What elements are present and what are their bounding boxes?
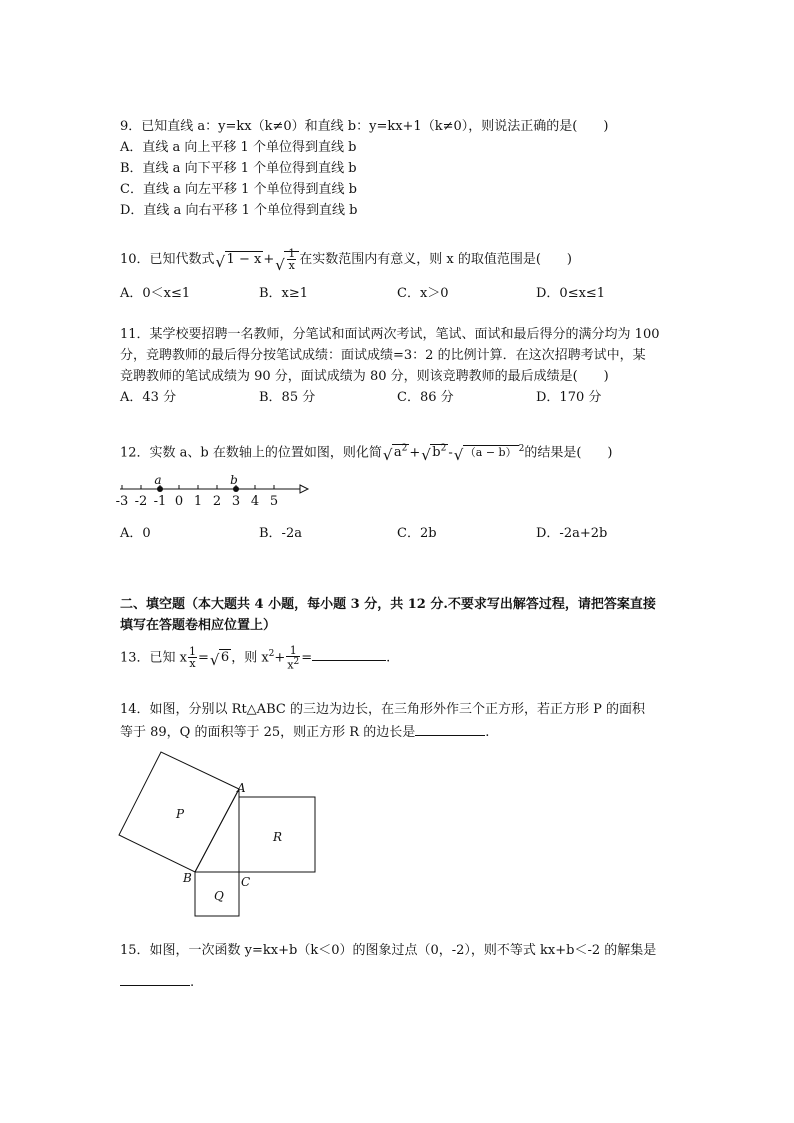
number-line-ticks	[122, 485, 274, 489]
q9-option-a: A．直线 a 向上平移 1 个单位得到直线 b	[120, 140, 357, 155]
q10-option-b: B．x≥1	[259, 286, 309, 301]
q10-prefix: 10．已知代数式	[120, 252, 215, 267]
q14-answer-blank[interactable]	[415, 723, 485, 736]
q9-option-b: B．直线 a 向下平移 1 个单位得到直线 b	[120, 161, 357, 176]
section2-heading-line1: 二、填空题（本大题共 4 小题，每小题 3 分，共 12 分.不要求写出解答过程，请把答案直接	[120, 597, 656, 612]
q12-sup: 2	[518, 444, 525, 454]
q9-option-c: C．直线 a 向左平移 1 个单位得到直线 b	[120, 182, 357, 197]
q12-option-a: A．0	[120, 526, 151, 541]
number-line-arrow	[300, 485, 308, 493]
label-p: P	[176, 807, 185, 821]
q13-prefix: 13．已知 x	[120, 650, 188, 666]
q13-mid: ，则 x	[231, 650, 269, 666]
number-line-tick-label: 4	[250, 494, 260, 509]
q10-sqrt-2: √ $\frac{1}{x}$	[275, 248, 299, 271]
q10-sqrt-1: √ 1 − x	[215, 252, 262, 271]
q11-line-2: 分，竞聘教师的最后得分按笔试成绩：面试成绩=3：2 的比例计算．在这次招聘考试中，某	[120, 348, 646, 363]
q14-line-2: 等于 89，Q 的面积等于 25，则正方形 R 的边长是 .	[120, 725, 490, 740]
number-line-figure	[112, 470, 312, 510]
q15-answer-blank[interactable]	[120, 973, 190, 986]
number-line-tick-label: 5	[269, 494, 279, 509]
triangle-side-ab	[195, 789, 239, 872]
q10-fraction: $\frac{1}{x}$	[288, 247, 296, 272]
number-line-tick-label: 2	[212, 494, 222, 509]
q12-sqrt-b: √ $b^2$	[421, 444, 447, 465]
point-a-label: a	[154, 473, 162, 487]
q9-option-d: D．直线 a 向右平移 1 个单位得到直线 b	[120, 203, 358, 218]
q10-plus: +	[263, 252, 275, 267]
q13-answer-blank[interactable]	[312, 648, 386, 661]
number-line-labels	[116, 494, 278, 509]
q13-stem	[120, 645, 390, 671]
label-b: B	[183, 871, 192, 885]
q12-plus: +	[409, 445, 421, 461]
q12-option-c: C．2b	[397, 526, 437, 541]
q9-stem: 9．已知直线 a：y=kx（k≠0）和直线 b：y=kx+1（k≠0），则说法正确的是( )	[120, 119, 609, 134]
q10-suffix: 在实数范围内有意义，则 x 的取值范围是( )	[299, 252, 572, 267]
q15-line-1: 15．如图，一次函数 y=kx+b（k＜0）的图象过点（0，-2），则不等式 kx+b＜-2 的解集是	[120, 943, 657, 958]
q13-period: .	[386, 650, 391, 666]
q11-option-b: B．85 分	[259, 390, 316, 405]
q12-option-d: D．-2a+2b	[536, 526, 608, 541]
q13-end-equals: =	[301, 650, 313, 666]
number-line-tick-label: 1	[193, 494, 203, 509]
q11-option-c: C．86 分	[397, 390, 454, 405]
number-line-tick-label: -3	[115, 494, 129, 509]
q15-line-2: .	[120, 973, 194, 991]
q10-option-a: A．0＜x≤1	[120, 286, 191, 301]
q14-line-1: 14．如图，分别以 Rt△ABC 的三边为边长，在三角形外作三个正方形，若正方形 P 的面积	[120, 702, 645, 717]
number-line-tick-label: -2	[134, 494, 148, 509]
q13-equals: =	[198, 650, 209, 666]
q11-line-3: 竞聘教师的笔试成绩为 90 分，面试成绩为 80 分，则该竞聘教师的最后成绩是( )	[120, 369, 609, 384]
q13-fraction-2: $\frac{1}{x^2}$	[287, 644, 300, 672]
section2-heading-line2: 填写在答题卷相应位置上）	[120, 618, 277, 633]
q12-option-b: B．-2a	[259, 526, 302, 541]
q13-fraction-1: $\frac{1}{x}$	[189, 645, 197, 671]
q13-sup: 2	[268, 649, 275, 659]
number-line-tick-label: 0	[174, 494, 184, 509]
point-b-label: b	[230, 473, 238, 487]
q11-option-d: D．170 分	[536, 390, 602, 405]
label-q: Q	[214, 889, 224, 903]
squares-figure	[110, 745, 330, 925]
q12-minus: -	[448, 445, 453, 461]
q13-sqrt-6: √ 6	[209, 650, 230, 670]
q10-stem	[120, 247, 572, 274]
q12-prefix: 12．实数 a、b 在数轴上的位置如图，则化简	[120, 445, 382, 461]
q10-option-c: C．x＞0	[397, 286, 449, 301]
q12-sqrt-ab: √ （a − b）	[453, 446, 517, 465]
number-line-tick-label: 3	[231, 494, 241, 509]
label-r: R	[273, 830, 283, 844]
q12-sqrt-a: √ $a^2$	[382, 444, 408, 465]
q12-suffix: 的结果是( )	[524, 445, 613, 461]
label-a: A	[237, 781, 246, 795]
q11-option-a: A．43 分	[120, 390, 177, 405]
q13-plus: +	[274, 650, 286, 666]
number-line-tick-label: -1	[153, 494, 167, 509]
q10-option-d: D．0≤x≤1	[536, 286, 606, 301]
q11-line-1: 11．某学校要招聘一名教师，分笔试和面试两次考试，笔试、面试和最后得分的满分均为 100	[120, 327, 660, 342]
q12-stem	[120, 441, 613, 465]
label-c: C	[241, 875, 251, 889]
